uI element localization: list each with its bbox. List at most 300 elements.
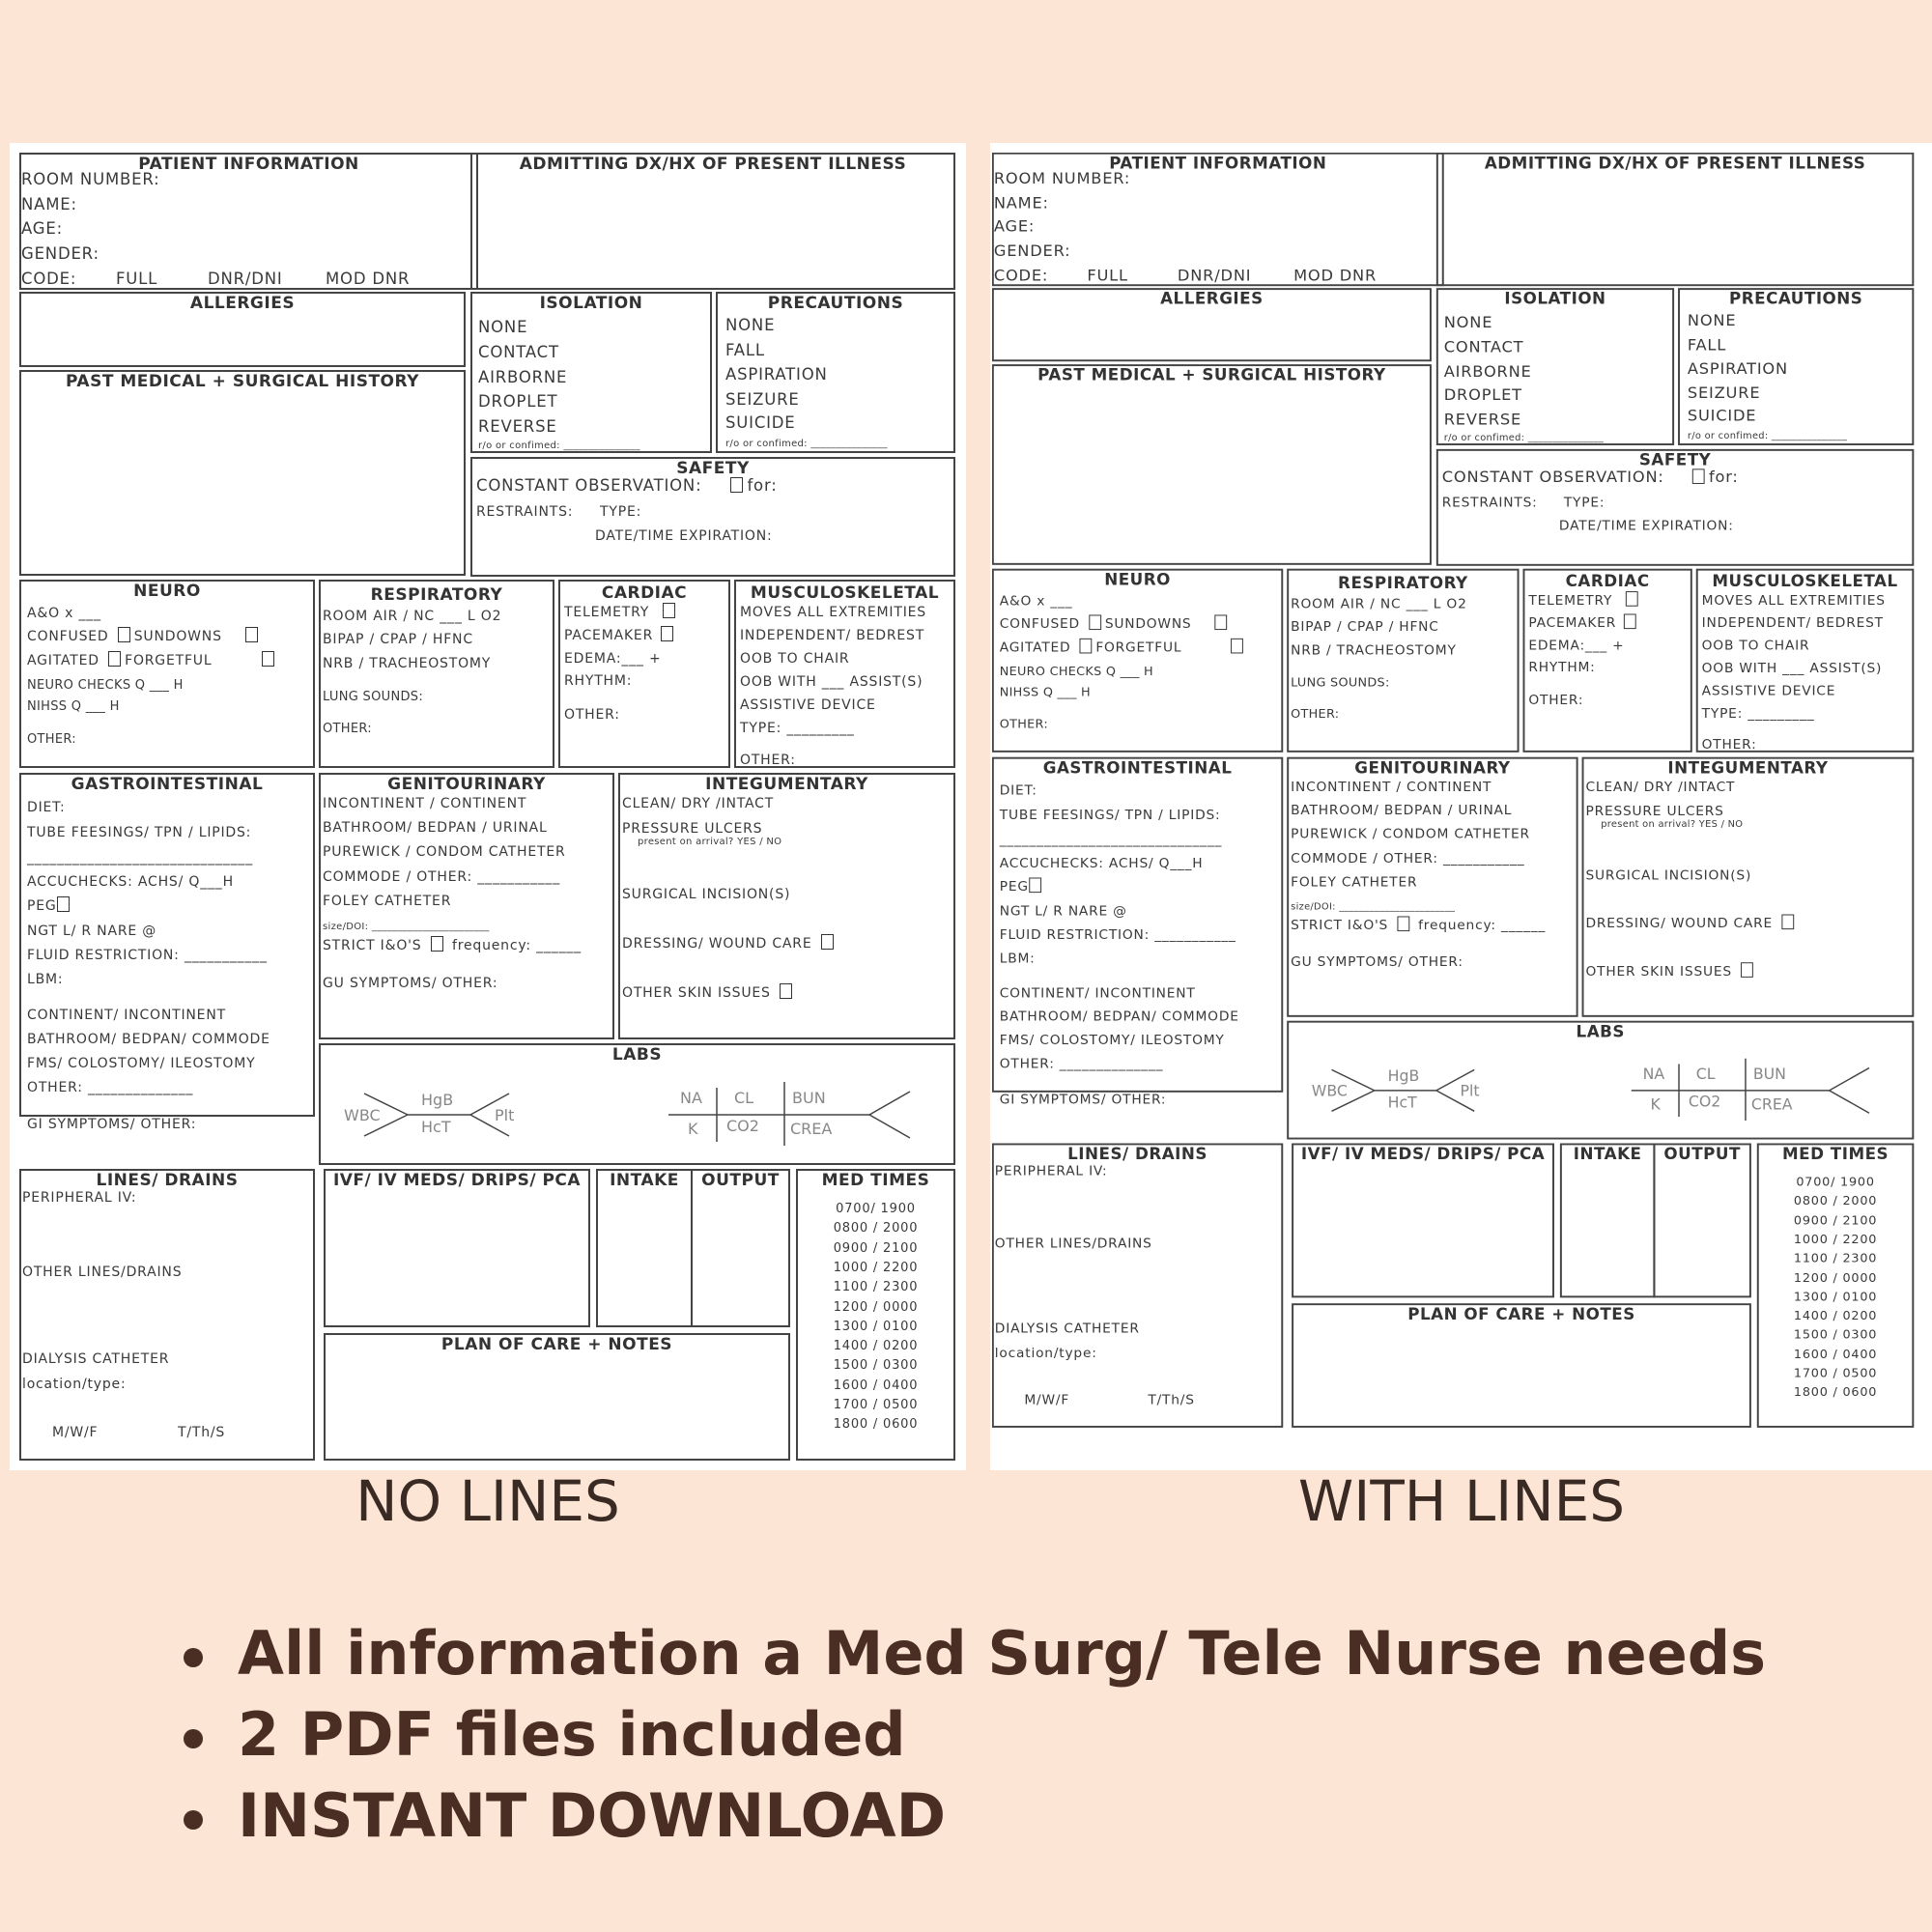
form-preview-no-lines — [10, 143, 966, 1470]
restraint-type-label: TYPE: — [600, 504, 642, 520]
checkbox-icon[interactable] — [730, 477, 743, 493]
lung-sounds: LUNG SOUNDS: — [323, 690, 424, 704]
gu-commode: COMMODE / OTHER: ___________ — [323, 869, 561, 885]
code-label: CODE: — [21, 270, 77, 288]
checkbox-icon[interactable] — [661, 626, 673, 641]
allergies-section — [992, 288, 1432, 361]
cardiac-other: OTHER: — [1528, 693, 1584, 708]
patient-info-section — [19, 153, 478, 290]
agitated-row: AGITATED FORGETFUL — [27, 651, 278, 670]
checkbox-icon[interactable] — [1214, 614, 1227, 630]
isolation-none: NONE — [478, 318, 528, 336]
lab-hct: HcT — [421, 1118, 451, 1136]
gi-tube: TUBE FEESINGS/ TPN / LIPIDS: — [27, 825, 252, 840]
constant-observation: CONSTANT OBSERVATION: for: — [1441, 468, 1739, 486]
integ-dressing: DRESSING/ WOUND CARE — [622, 934, 838, 953]
gi-tube: TUBE FEESINGS/ TPN / LIPIDS: — [999, 808, 1221, 823]
lines-tths: T/Th/S — [178, 1425, 226, 1440]
gi-blank: ______________________________ — [27, 850, 253, 866]
form-preview-with-lines — [990, 143, 1932, 1470]
gi-diet: DIET: — [27, 800, 66, 815]
lines-dialysis: DIALYSIS CATHETER — [994, 1321, 1140, 1337]
med-time: 1100 / 2300 — [833, 1280, 919, 1295]
msk-item: INDEPENDENT/ BEDREST — [1701, 615, 1884, 632]
code-dnr: DNR/DNI — [208, 270, 283, 288]
precautions-section — [1678, 288, 1914, 445]
med-time: 1800 / 0600 — [1793, 1385, 1878, 1400]
edema-label: EDEMA:___ + — [1528, 638, 1625, 654]
isolation-section — [1436, 288, 1674, 445]
isolation-airborne: AIRBORNE — [1443, 362, 1532, 381]
precaution-suicide: SUICIDE — [1687, 407, 1757, 425]
isolation-none: NONE — [1443, 313, 1493, 331]
msk-item: OOB TO CHAIR — [1701, 638, 1810, 654]
pacemaker-row: PACEMAKER — [564, 626, 677, 645]
lab-bun: BUN — [1752, 1065, 1786, 1084]
lab-k: K — [1650, 1094, 1661, 1114]
isolation-note: r/o or confimed: _______________ — [478, 440, 640, 451]
section-title: RESPIRATORY — [370, 585, 503, 605]
integ-arrival: present on arrival? YES / NO — [638, 837, 782, 847]
lab-cl: CL — [1695, 1065, 1716, 1084]
restraint-type-label: TYPE: — [1563, 495, 1605, 511]
lab-hct: HcT — [1387, 1093, 1417, 1112]
precaution-fall: FALL — [725, 341, 765, 359]
code-full: FULL — [116, 270, 158, 288]
section-title: LINES/ DRAINS — [96, 1171, 239, 1190]
musculoskeletal-section — [734, 580, 955, 768]
resp-bipap: BIPAP / CPAP / HFNC — [1291, 619, 1439, 635]
section-title: ALLERGIES — [189, 294, 296, 313]
checkbox-icon[interactable] — [780, 983, 792, 999]
gi-fms: FMS/ COLOSTOMY/ ILEOSTOMY — [999, 1033, 1225, 1048]
lab-fishbone-diagrams — [321, 1045, 953, 1161]
gi-ngt: NGT L/ R NARE @ — [999, 903, 1127, 920]
gu-symptoms: GU SYMPTOMS/ OTHER: — [323, 976, 498, 991]
section-title: OUTPUT — [1663, 1145, 1741, 1164]
gu-purewick: PUREWICK / CONDOM CATHETER — [323, 844, 566, 860]
section-title: INTAKE — [1573, 1145, 1642, 1164]
cardiac-other: OTHER: — [564, 707, 620, 723]
msk-item: OOB WITH ___ ASSIST(S) — [740, 674, 923, 690]
section-title: ADMITTING DX/HX OF PRESENT ILLNESS — [519, 155, 907, 174]
isolation-reverse: REVERSE — [478, 417, 557, 436]
section-title: CARDIAC — [1565, 572, 1650, 592]
section-title: PRECAUTIONS — [767, 294, 904, 313]
med-time: 0900 / 2100 — [833, 1240, 919, 1256]
section-title: CARDIAC — [601, 583, 688, 603]
gu-strict: STRICT I&O'S frequency: ______ — [323, 938, 582, 953]
gi-accuchecks: ACCUCHECKS: ACHS/ Q___H — [999, 856, 1204, 871]
isolation-contact: CONTACT — [478, 343, 559, 361]
section-title: ALLERGIES — [1160, 290, 1264, 309]
lab-cl: CL — [734, 1089, 754, 1107]
agitated-row: AGITATED FORGETFUL — [1000, 639, 1248, 658]
cardiac-section — [1522, 569, 1691, 753]
output-section — [1653, 1143, 1750, 1297]
lab-plt: Plt — [1460, 1081, 1480, 1100]
gu-continence: INCONTINENT / CONTINENT — [323, 796, 527, 811]
checkbox-icon[interactable] — [663, 603, 675, 618]
med-time: 1100 / 2300 — [1793, 1251, 1878, 1266]
confused-row: CONFUSED SUNDOWNS — [1000, 614, 1231, 634]
section-title: MED TIMES — [821, 1171, 930, 1190]
code-mod-dnr: MOD DNR — [326, 270, 411, 288]
neuro-section — [19, 580, 315, 768]
constant-observation: CONSTANT OBSERVATION: for: — [476, 476, 778, 495]
med-time: 0700/ 1900 — [1796, 1175, 1875, 1190]
integ-incision: SURGICAL INCISION(S) — [622, 887, 791, 902]
precaution-fall: FALL — [1687, 335, 1727, 355]
section-title: ISOLATION — [539, 294, 643, 313]
respiratory-section — [319, 580, 554, 768]
intake-section — [596, 1169, 693, 1327]
checkbox-icon[interactable] — [1741, 962, 1753, 978]
med-time: 1800 / 0600 — [833, 1417, 919, 1433]
section-title: MUSCULOSKELETAL — [1712, 572, 1898, 592]
gi-continent: CONTINENT/ INCONTINENT — [999, 985, 1196, 1002]
room-number-label: ROOM NUMBER: — [993, 169, 1131, 187]
med-time: 0900 / 2100 — [1793, 1213, 1878, 1228]
checkbox-icon[interactable] — [1089, 614, 1101, 630]
section-title: RESPIRATORY — [1338, 574, 1468, 594]
checkbox-icon[interactable] — [1232, 639, 1244, 654]
lines-mwf: M/W/F — [52, 1425, 99, 1440]
gi-continent: CONTINENT/ INCONTINENT — [27, 1008, 226, 1023]
resp-room-air: ROOM AIR / NC ___ L O2 — [323, 609, 502, 624]
restraints-label: RESTRAINTS: — [476, 504, 574, 520]
med-time: 1000 / 2200 — [833, 1260, 919, 1275]
gu-continence: INCONTINENT / CONTINENT — [1291, 780, 1492, 795]
lab-na: NA — [1642, 1065, 1665, 1084]
lab-wbc: WBC — [344, 1106, 381, 1124]
lines-peripheral: PERIPHERAL IV: — [22, 1190, 137, 1206]
precaution-suicide: SUICIDE — [725, 413, 796, 432]
genitourinary-section — [319, 773, 614, 1039]
precaution-none: NONE — [1687, 311, 1737, 330]
section-title: MUSCULOSKELETAL — [750, 583, 940, 603]
lab-hgb: HgB — [1387, 1066, 1420, 1086]
lines-other: OTHER LINES/DRAINS — [22, 1264, 183, 1280]
isolation-section — [470, 292, 712, 453]
precaution-note: r/o or confimed: _______________ — [1687, 431, 1848, 442]
past-history-section — [992, 364, 1432, 565]
lab-co2: CO2 — [1688, 1092, 1721, 1111]
gi-bathroom: BATHROOM/ BEDPAN/ COMMODE — [27, 1032, 270, 1047]
integ-incision: SURGICAL INCISION(S) — [1585, 867, 1752, 884]
lines-tths: T/Th/S — [1148, 1392, 1195, 1408]
code-label: CODE: — [993, 266, 1049, 285]
section-title: LABS — [1576, 1022, 1625, 1042]
respiratory-section — [1287, 569, 1519, 753]
gastrointestinal-section — [19, 773, 315, 1132]
bullet-icon — [184, 1810, 203, 1830]
med-time: 1300 / 0100 — [833, 1319, 919, 1334]
labs-section — [1287, 1021, 1914, 1140]
gi-fluid: FLUID RESTRICTION: ___________ — [999, 927, 1236, 943]
lab-wbc: WBC — [1311, 1081, 1348, 1100]
ao-label: A&O x ___ — [999, 594, 1073, 610]
precaution-aspiration: ASPIRATION — [725, 365, 828, 384]
gi-peg: PEG — [27, 896, 73, 916]
restraints-label: RESTRAINTS: — [1441, 495, 1538, 511]
msk-item: MOVES ALL EXTREMITIES — [1701, 593, 1886, 609]
msk-item: INDEPENDENT/ BEDREST — [740, 628, 925, 643]
checkbox-icon[interactable] — [1397, 916, 1409, 931]
lines-drains-section — [19, 1169, 315, 1461]
checkbox-icon[interactable] — [118, 627, 130, 642]
isolation-reverse: REVERSE — [1443, 410, 1522, 429]
checkbox-icon[interactable] — [57, 896, 70, 912]
gu-foley: FOLEY CATHETER — [323, 894, 452, 909]
isolation-droplet: DROPLET — [1443, 385, 1522, 405]
lines-location: location/type: — [22, 1377, 127, 1392]
msk-item: ASSISTIVE DEVICE — [1701, 683, 1836, 699]
pacemaker-row: PACEMAKER — [1528, 614, 1639, 634]
med-time: 1500 / 0300 — [833, 1358, 919, 1374]
lab-crea: CREA — [1750, 1094, 1793, 1114]
integ-clean: CLEAN/ DRY /INTACT — [622, 796, 775, 811]
gu-foley: FOLEY CATHETER — [1291, 874, 1418, 891]
feature-item: 2 PDF files included — [184, 1694, 1766, 1776]
med-time: 1400 / 0200 — [1793, 1309, 1878, 1323]
resp-other: OTHER: — [323, 722, 372, 736]
rhythm-label: RHYTHM: — [564, 673, 633, 689]
gu-strict: STRICT I&O'S frequency: ______ — [1291, 918, 1547, 934]
name-label: NAME: — [21, 195, 77, 213]
neuro-checks: NEURO CHECKS Q ___ H — [999, 665, 1153, 679]
allergies-section — [19, 292, 466, 367]
expiration-label: DATE/TIME EXPIRATION: — [595, 528, 773, 544]
lab-hgb: HgB — [421, 1091, 454, 1109]
msk-item: ASSISTIVE DEVICE — [740, 697, 876, 713]
lines-dialysis: DIALYSIS CATHETER — [22, 1351, 170, 1367]
med-time: 1200 / 0000 — [833, 1299, 919, 1315]
lines-drains-section — [992, 1143, 1283, 1427]
ivf-section — [324, 1169, 590, 1327]
med-time: 1500 / 0300 — [1793, 1327, 1878, 1343]
precaution-note: r/o or confimed: _______________ — [725, 439, 888, 449]
gu-symptoms: GU SYMPTOMS/ OTHER: — [1291, 954, 1463, 971]
resp-other: OTHER: — [1291, 707, 1340, 722]
section-title: INTEGUMENTARY — [1667, 758, 1829, 779]
expiration-label: DATE/TIME EXPIRATION: — [1558, 519, 1734, 534]
checkbox-icon[interactable] — [108, 651, 121, 667]
section-title: OUTPUT — [701, 1171, 780, 1190]
code-full: FULL — [1087, 266, 1128, 285]
section-title: INTAKE — [610, 1171, 679, 1190]
checkbox-icon[interactable] — [1692, 469, 1705, 484]
plan-of-care-section — [324, 1333, 790, 1461]
gu-bathroom: BATHROOM/ BEDPAN / URINAL — [323, 820, 548, 836]
section-title: PATIENT INFORMATION — [138, 155, 359, 174]
safety-section — [1436, 449, 1914, 566]
musculoskeletal-section — [1696, 569, 1915, 753]
gu-size: size/DOI: _______________________ — [323, 922, 490, 932]
gi-lbm: LBM: — [27, 972, 64, 987]
isolation-contact: CONTACT — [1443, 337, 1524, 356]
checkbox-icon[interactable] — [1029, 878, 1041, 894]
msk-item: OOB TO CHAIR — [740, 651, 850, 667]
checkbox-icon[interactable] — [245, 627, 258, 642]
section-title: SAFETY — [676, 459, 750, 478]
checkbox-icon[interactable] — [1781, 915, 1794, 930]
genitourinary-section — [1287, 757, 1577, 1017]
feature-list — [184, 1613, 1766, 1857]
telemetry-row: TELEMETRY — [1528, 591, 1641, 611]
integ-ulcers: PRESSURE ULCERS — [622, 821, 763, 837]
bullet-icon — [184, 1648, 203, 1667]
med-times-section — [1757, 1143, 1915, 1427]
nihss: NIHSS Q ___ H — [999, 685, 1091, 700]
section-title: ISOLATION — [1504, 290, 1606, 309]
caption-no-lines: NO LINES — [355, 1468, 620, 1534]
plan-of-care-section — [1292, 1303, 1751, 1428]
gu-purewick: PUREWICK / CONDOM CATHETER — [1291, 826, 1530, 842]
section-title: MED TIMES — [1782, 1145, 1889, 1164]
lab-na: NA — [680, 1089, 702, 1107]
integumentary-section — [618, 773, 955, 1039]
gender-label: GENDER: — [993, 242, 1071, 260]
telemetry-row: TELEMETRY — [564, 603, 679, 622]
lines-mwf: M/W/F — [1024, 1392, 1070, 1408]
gi-bathroom: BATHROOM/ BEDPAN/ COMMODE — [999, 1009, 1239, 1025]
med-time: 1200 / 0000 — [1793, 1270, 1878, 1286]
name-label: NAME: — [993, 193, 1049, 213]
checkbox-icon[interactable] — [262, 651, 274, 667]
section-title: NEURO — [1104, 570, 1171, 590]
gi-diet: DIET: — [999, 783, 1037, 799]
section-title: LINES/ DRAINS — [1067, 1145, 1208, 1164]
section-title: GASTROINTESTINAL — [71, 775, 264, 794]
section-title: PAST MEDICAL + SURGICAL HISTORY — [1037, 366, 1386, 385]
resp-nrb: NRB / TRACHEOSTOMY — [1291, 642, 1457, 659]
isolation-droplet: DROPLET — [478, 392, 558, 411]
gi-accuchecks: ACCUCHECKS: ACHS/ Q___H — [27, 874, 234, 890]
neuro-other: OTHER: — [999, 717, 1048, 732]
section-title: GASTROINTESTINAL — [1042, 758, 1233, 779]
gu-size: size/DOI: _______________________ — [1291, 901, 1456, 913]
gi-fms: FMS/ COLOSTOMY/ ILEOSTOMY — [27, 1056, 256, 1071]
gi-ngt: NGT L/ R NARE @ — [27, 923, 157, 939]
precaution-seizure: SEIZURE — [725, 390, 800, 409]
checkbox-icon[interactable] — [431, 936, 443, 952]
section-title: PRECAUTIONS — [1729, 290, 1863, 309]
resp-nrb: NRB / TRACHEOSTOMY — [323, 656, 492, 671]
med-time: 1600 / 0400 — [833, 1378, 919, 1393]
section-title: GENITOURINARY — [387, 775, 546, 794]
gi-fluid: FLUID RESTRICTION: ___________ — [27, 948, 268, 963]
admitting-section — [470, 153, 955, 290]
isolation-airborne: AIRBORNE — [478, 368, 568, 386]
bullet-icon — [184, 1729, 203, 1748]
msk-item: TYPE: _________ — [1701, 706, 1815, 722]
integ-skin: OTHER SKIN ISSUES — [1585, 962, 1756, 981]
admitting-section — [1436, 153, 1914, 286]
neuro-other: OTHER: — [27, 732, 76, 747]
past-history-section — [19, 370, 466, 576]
lung-sounds: LUNG SOUNDS: — [1291, 675, 1390, 691]
checkbox-icon[interactable] — [1080, 639, 1093, 654]
checkbox-icon[interactable] — [1626, 591, 1638, 607]
lab-fishbone-diagrams — [1289, 1023, 1912, 1136]
section-title: INTEGUMENTARY — [705, 775, 868, 794]
section-title: GENITOURINARY — [1354, 758, 1511, 779]
safety-section — [470, 457, 955, 577]
lab-bun: BUN — [792, 1089, 826, 1107]
precaution-aspiration: ASPIRATION — [1687, 359, 1788, 378]
precautions-section — [716, 292, 955, 453]
integ-arrival: present on arrival? YES / NO — [1601, 819, 1744, 830]
lines-peripheral: PERIPHERAL IV: — [994, 1163, 1108, 1179]
checkbox-icon[interactable] — [821, 934, 834, 950]
gastrointestinal-section — [992, 757, 1283, 1108]
gu-bathroom: BATHROOM/ BEDPAN / URINAL — [1291, 803, 1513, 819]
gender-label: GENDER: — [21, 244, 99, 263]
feature-item: INSTANT DOWNLOAD — [184, 1776, 1766, 1857]
gi-blank: ______________________________ — [999, 832, 1223, 848]
section-title: NEURO — [133, 582, 201, 601]
med-time: 1700 / 0500 — [833, 1398, 919, 1412]
msk-item: TYPE: _________ — [740, 721, 855, 736]
integ-clean: CLEAN/ DRY /INTACT — [1585, 780, 1736, 795]
room-number-label: ROOM NUMBER: — [21, 170, 160, 188]
med-times-section — [796, 1169, 955, 1461]
code-dnr: DNR/DNI — [1177, 266, 1252, 285]
resp-bipap: BIPAP / CPAP / HFNC — [323, 632, 473, 647]
feature-item: All information a Med Surg/ Tele Nurse needs — [184, 1613, 1766, 1694]
edema-label: EDEMA:___ + — [564, 651, 662, 667]
msk-other: OTHER: — [740, 753, 796, 768]
msk-other: OTHER: — [1701, 737, 1757, 753]
intake-section — [1560, 1143, 1656, 1297]
med-time: 1600 / 0400 — [1793, 1347, 1878, 1362]
gi-lbm: LBM: — [999, 951, 1036, 967]
med-time: 1300 / 0100 — [1793, 1290, 1878, 1304]
checkbox-icon[interactable] — [1624, 614, 1636, 630]
integ-dressing: DRESSING/ WOUND CARE — [1585, 915, 1797, 934]
ivf-section — [1292, 1143, 1554, 1297]
output-section — [691, 1169, 790, 1327]
integ-skin: OTHER SKIN ISSUES — [622, 983, 796, 1003]
gi-peg: PEG — [1000, 878, 1045, 897]
patient-info-section — [992, 153, 1444, 286]
ao-label: A&O x ___ — [27, 606, 101, 621]
section-title: LABS — [611, 1045, 663, 1065]
section-title: PAST MEDICAL + SURGICAL HISTORY — [66, 372, 419, 391]
integumentary-section — [1582, 757, 1915, 1017]
age-label: AGE: — [993, 217, 1036, 236]
med-time: 0800 / 2000 — [1793, 1194, 1878, 1209]
gi-symptoms: GI SYMPTOMS/ OTHER: — [27, 1117, 197, 1132]
med-time: 1700 / 0500 — [1793, 1366, 1878, 1381]
gi-other: OTHER: ______________ — [27, 1080, 194, 1095]
integ-ulcers: PRESSURE ULCERS — [1585, 804, 1724, 820]
precaution-none: NONE — [725, 316, 776, 334]
gu-commode: COMMODE / OTHER: ___________ — [1291, 851, 1525, 867]
lab-crea: CREA — [790, 1120, 833, 1138]
section-title: PLAN OF CARE + NOTES — [440, 1335, 673, 1354]
precaution-seizure: SEIZURE — [1687, 384, 1761, 403]
section-title: IVF/ IV MEDS/ DRIPS/ PCA — [332, 1171, 582, 1190]
msk-item: MOVES ALL EXTREMITIES — [740, 605, 926, 620]
section-title: ADMITTING DX/HX OF PRESENT ILLNESS — [1484, 154, 1866, 174]
gi-symptoms: GI SYMPTOMS/ OTHER: — [999, 1092, 1167, 1108]
section-title: PLAN OF CARE + NOTES — [1407, 1305, 1635, 1324]
section-title: SAFETY — [1638, 450, 1712, 470]
lines-location: location/type: — [994, 1346, 1097, 1361]
nihss: NIHSS Q ___ H — [27, 699, 120, 714]
